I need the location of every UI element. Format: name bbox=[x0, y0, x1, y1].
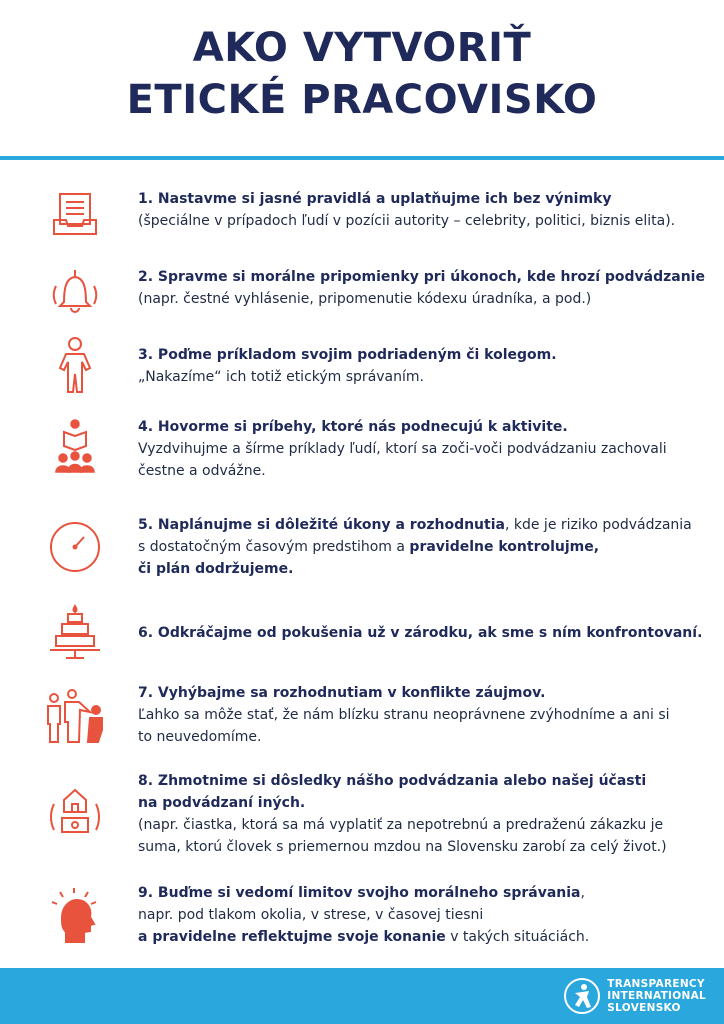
item-text bbox=[138, 770, 708, 858]
head-stress-icon bbox=[44, 884, 106, 946]
item-text bbox=[138, 188, 708, 232]
item-text bbox=[138, 344, 708, 388]
item-emphasis-2: či plán dodržujeme. bbox=[138, 561, 294, 577]
title-line-2: ETICKÉ PRACOVISKO bbox=[126, 77, 598, 123]
item-description-line-2: v takých situáciách. bbox=[445, 929, 590, 945]
person-icon bbox=[44, 334, 106, 396]
item-description: (špeciálne v prípadoch ľudí v pozícii autority – celebrity, politici, biznis elita). bbox=[138, 213, 676, 229]
logo-line-3: SLOVENSKO bbox=[607, 1002, 681, 1014]
document-tray-icon bbox=[44, 184, 106, 246]
item-text bbox=[138, 882, 708, 948]
item-description: (napr. čestné vyhlásenie, pripomenutie kódexu úradníka, a pod.) bbox=[138, 291, 592, 307]
globe-figure-icon bbox=[563, 977, 601, 1015]
item-text bbox=[138, 622, 708, 644]
transparency-logo bbox=[563, 974, 706, 1018]
item-heading-line-1: 8. Zhmotnime si dôsledky nášho podvádzania alebo našej účasti bbox=[138, 773, 647, 789]
item-description-line-1: Vyzdvihujme a šírme príklady ľudí, ktorí sa zoči-voči podvádzaniu zachovali bbox=[138, 441, 667, 457]
bell-icon bbox=[44, 262, 106, 324]
item-heading: 3. Poďme príkladom svojim podriadeným či kolegom. bbox=[138, 347, 557, 363]
item-heading: 2. Spravme si morálne pripomienky pri úkonoch, kde hrozí podvádzanie bbox=[138, 269, 705, 285]
item-heading: 4. Hovorme si príbehy, ktoré nás podnecujú k aktivite. bbox=[138, 419, 568, 435]
item-comma: , bbox=[580, 885, 585, 901]
item-text bbox=[138, 266, 708, 310]
cake-icon bbox=[44, 602, 106, 664]
clock-icon bbox=[44, 516, 106, 578]
page-title bbox=[0, 22, 724, 126]
item-heading-line-2: na podvádzaní iných. bbox=[138, 795, 306, 811]
item-description-line-1: (napr. čiastka, ktorá sa má vyplatiť za nepotrebnú a predraženú zákazku je bbox=[138, 817, 664, 833]
logo-line-1: TRANSPARENCY bbox=[607, 978, 705, 990]
item-text bbox=[138, 416, 708, 482]
people-conflict-icon bbox=[44, 686, 106, 748]
title-divider bbox=[0, 156, 724, 160]
item-description-line-1: Ľahko sa môže stať, že nám blízku stranu neoprávnene zvýhodníme a ani si bbox=[138, 707, 670, 723]
title-line-1: AKO VYTVORIŤ bbox=[192, 25, 532, 71]
item-heading: 9. Buďme si vedomí limitov svojho morálneho správania bbox=[138, 885, 581, 901]
item-emphasis-1: pravidelne kontrolujme, bbox=[409, 539, 600, 555]
item-text bbox=[138, 682, 708, 748]
item-description-line-2: to neuvedomíme. bbox=[138, 729, 262, 745]
storytelling-group-icon bbox=[44, 416, 106, 478]
item-heading: 1. Nastavme si jasné pravidlá a uplatňujme ich bez výnimky bbox=[138, 191, 612, 207]
item-description-line-1: , kde je riziko podvádzania bbox=[504, 517, 692, 533]
item-description-line-2: s dostatočným časovým predstihom a bbox=[138, 539, 410, 555]
item-description: „Nakazíme“ ich totiž etickým správaním. bbox=[138, 369, 424, 385]
item-text bbox=[138, 514, 708, 580]
item-description-line-2: čestne a odvážne. bbox=[138, 463, 266, 479]
item-heading: 7. Vyhýbajme sa rozhodnutiam v konflikte záujmov. bbox=[138, 685, 546, 701]
item-emphasis: a pravidelne reflektujme svoje konanie bbox=[138, 929, 446, 945]
item-description-line-1: napr. pod tlakom okolia, v strese, v časovej tiesni bbox=[138, 907, 484, 923]
logo-line-2: INTERNATIONAL bbox=[607, 990, 706, 1002]
house-money-icon bbox=[44, 782, 106, 844]
item-heading: 5. Naplánujme si dôležité úkony a rozhodnutia bbox=[138, 517, 505, 533]
item-heading: 6. Odkráčajme od pokušenia už v zárodku, ak sme s ním konfrontovaní. bbox=[138, 625, 703, 641]
item-description-line-2: suma, ktorú človek s priemernou mzdou na Slovensku zarobí za celý život.) bbox=[138, 839, 667, 855]
